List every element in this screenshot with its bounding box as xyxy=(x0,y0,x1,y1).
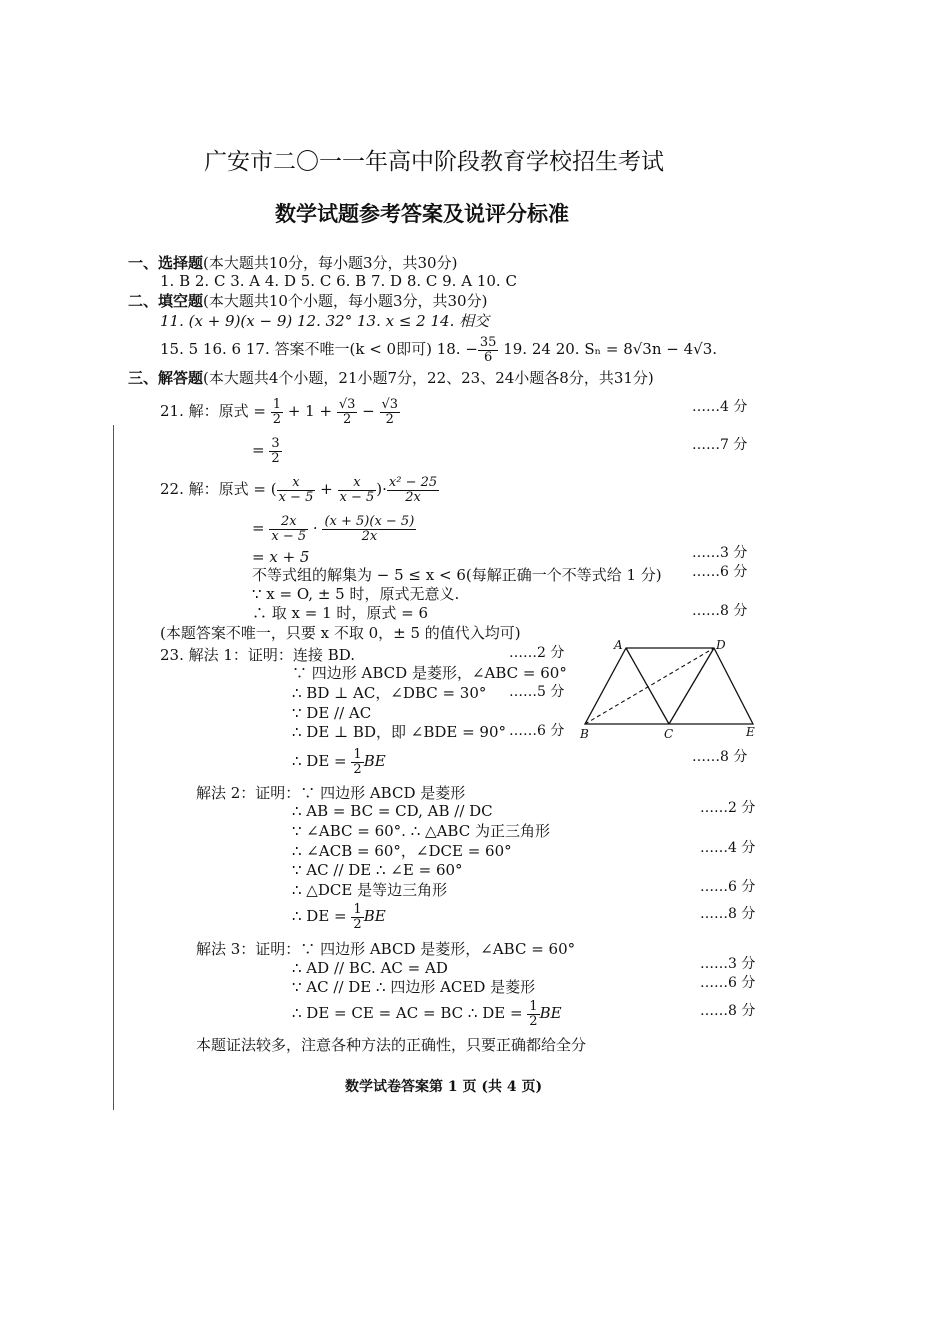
q21-frac3-den: 2 xyxy=(385,411,394,427)
q23-m2-score8: ……8 分 xyxy=(700,906,756,922)
page-title: 广安市二〇一一年高中阶段教育学校招生考试 xyxy=(204,149,664,174)
q22-line4: 不等式组的解集为 − 5 ≤ x < 6(每解正确一个不等式给 1 分) xyxy=(252,566,662,584)
q21-op: − xyxy=(362,402,375,420)
q23-m2-score4: ……4 分 xyxy=(700,840,756,856)
q22-note: (本题答案不唯一，只要 x 不取 0，± 5 的值代入均可) xyxy=(160,624,521,642)
q23-m1-head: 23. 解法 1：证明：连接 BD. xyxy=(160,646,355,664)
q21-frac1-num: 1 xyxy=(272,396,282,412)
section2-line xyxy=(128,292,487,310)
q23-m3-l4-post: BE xyxy=(539,1004,562,1022)
q23-m3-frac-num: 1 xyxy=(529,998,538,1014)
q21-frac2-den: 2 xyxy=(342,411,352,427)
q22-frac-a-num: x xyxy=(277,476,316,491)
q21-score1: ……4 分 xyxy=(692,399,748,415)
q21-eq: = xyxy=(252,441,265,459)
q21-frac3 xyxy=(380,398,401,427)
q23-m3-l4-pre: ∴ DE = CE = AC = BC ∴ DE = xyxy=(292,1004,523,1022)
q23-m2-l7-post: BE xyxy=(363,907,386,925)
q22-plus: + xyxy=(320,480,333,498)
q22-frac-b-num: x xyxy=(338,476,377,491)
q23-m2-line2: ∴ AB = BC = CD, AB // DC xyxy=(292,802,493,820)
q22-line6: ∴ 取 x = 1 时，原式 = 6 xyxy=(252,604,429,622)
q21-frac2-num: √3 xyxy=(338,396,356,412)
label-e: E xyxy=(746,725,755,739)
q22-frac-a xyxy=(277,476,316,505)
q23-m2-line7 xyxy=(292,898,386,934)
q23-m2-line4: ∴ ∠ACB = 60°，∠DCE = 60° xyxy=(292,842,512,860)
label-a: A xyxy=(614,638,623,652)
section3-line xyxy=(128,369,654,387)
q23-m2-line5: ∵ AC // DE ∴ ∠E = 60° xyxy=(292,861,463,879)
rhombus-figure xyxy=(572,636,772,746)
q21-frac4 xyxy=(269,437,281,466)
q23-m2-l7-pre: ∴ DE = xyxy=(292,907,347,925)
page-footer: 数学试卷答案第 1 页 (共 4 页) xyxy=(345,1079,543,1095)
q23-m3-frac-den: 2 xyxy=(529,1013,538,1029)
q21-line2 xyxy=(252,432,282,468)
q21-frac1 xyxy=(271,398,283,427)
q23-m1-score2: ……2 分 xyxy=(509,645,565,661)
q23-m1-score5: ……5 分 xyxy=(509,684,565,700)
q23-m3-frac xyxy=(527,1000,539,1029)
q21-frac4-den: 2 xyxy=(271,450,280,466)
section2-line2b: 19. 24 20. Sₙ = 8√3n − 4√3. xyxy=(498,340,718,358)
q23-m3-line3: ∵ AC // DE ∴ 四边形 ACED 是菱形 xyxy=(292,978,536,996)
q22-frac-e-num: (x + 5)(x − 5) xyxy=(324,513,415,529)
q23-m2-score6: ……6 分 xyxy=(700,879,756,895)
q23-m1-line3: ∴ BD ⊥ AC，∠DBC = 30° xyxy=(292,684,487,702)
q22-frac-e xyxy=(322,515,416,544)
q21-frac2 xyxy=(337,398,358,427)
q22-frac-b-den: x − 5 xyxy=(339,489,375,505)
q22-frac-c-den: 2x xyxy=(405,489,421,505)
q23-m1-score8: ……8 分 xyxy=(692,749,748,765)
q23-m1-l6-pre: ∴ DE = xyxy=(292,752,347,770)
q21-mid: + 1 + xyxy=(287,402,333,420)
figure-outline xyxy=(585,648,753,724)
q23-closing-note: 本题证法较多，注意各种方法的正确性，只要正确都给全分 xyxy=(196,1036,587,1054)
q18-fraction xyxy=(478,336,499,365)
q23-m3-line2: ∴ AD // BC. AC = AD xyxy=(292,959,448,977)
label-d: D xyxy=(716,638,726,652)
q22-line3: = x + 5 xyxy=(252,548,310,566)
q22-line1 xyxy=(160,470,439,508)
q23-m2-line6: ∴ △DCE 是等边三角形 xyxy=(292,881,448,899)
q22-line5: ∵ x = O, ± 5 时，原式无意义. xyxy=(252,585,460,603)
section2-note: (本大题共10个小题，每小题3分，共30分) xyxy=(203,292,488,310)
section1-line xyxy=(128,254,457,272)
q22-frac-a-den: x − 5 xyxy=(278,489,314,505)
q22-frac-e-den: 2x xyxy=(361,528,378,544)
section1-heading: 一、选择题 xyxy=(128,254,204,272)
section2-heading: 二、填空题 xyxy=(128,292,204,310)
section1-answers: 1. B 2. C 3. A 4. D 5. C 6. B 7. D 8. C 9. A 10. C xyxy=(160,272,517,290)
q23-m1-line2: ∵ 四边形 ABCD 是菱形，∠ABC = 60° xyxy=(292,664,567,682)
q18-den: 6 xyxy=(484,349,493,365)
q21-score2: ……7 分 xyxy=(692,437,748,453)
segment-ac xyxy=(626,648,669,724)
q23-m2-line3: ∵ ∠ABC = 60°. ∴ △ABC 为正三角形 xyxy=(292,822,550,840)
q22-dot: · xyxy=(312,519,318,537)
q22-frac-c xyxy=(387,476,439,505)
section2-line2 xyxy=(160,332,717,366)
q18-num: 35 xyxy=(479,334,497,350)
section3-note: (本大题共4个小题，21小题7分，22、23、24小题各8分，共31分) xyxy=(203,369,654,387)
label-c: C xyxy=(664,727,674,741)
section2-line2a: 15. 5 16. 6 17. 答案不唯一(k < 0即可) 18. − xyxy=(160,340,478,358)
q22-frac-b xyxy=(338,476,377,505)
q23-m2-frac-num: 1 xyxy=(353,901,362,917)
q23-m1-frac-num: 1 xyxy=(353,746,362,762)
q23-m2-frac xyxy=(351,903,363,932)
q23-m2-frac-den: 2 xyxy=(353,916,362,932)
q21-line1 xyxy=(160,393,400,429)
q22-close: )· xyxy=(376,480,387,498)
q22-prefix: 22. 解：原式 = ( xyxy=(160,480,277,498)
section1-note: (本大题共10分，每小题3分，共30分) xyxy=(203,254,458,272)
q22-score3: ……3 分 xyxy=(692,545,748,561)
label-b: B xyxy=(580,727,589,741)
margin-line xyxy=(113,425,114,1110)
q23-m2-score2: ……2 分 xyxy=(700,800,756,816)
section2-line1: 11. (x + 9)(x − 9) 12. 32° 13. x ≤ 2 14. 相交 xyxy=(160,312,490,330)
q23-m1-frac xyxy=(351,748,363,777)
q23-m3-score6: ……6 分 xyxy=(700,975,756,991)
q22-score8: ……8 分 xyxy=(692,603,748,619)
segment-dc xyxy=(669,648,714,724)
q21-prefix: 21. 解：原式 = xyxy=(160,402,266,420)
section3-heading: 三、解答题 xyxy=(128,369,204,387)
page-subtitle: 数学试题参考答案及说评分标准 xyxy=(275,201,569,226)
q21-frac4-num: 3 xyxy=(271,435,280,451)
q23-m1-score6: ……6 分 xyxy=(509,723,565,739)
q21-frac3-num: √3 xyxy=(381,396,399,412)
q22-eq: = xyxy=(252,519,265,537)
q22-frac-d xyxy=(269,515,308,544)
q23-m2-head: 解法 2：证明：∵ 四边形 ABCD 是菱形 xyxy=(196,784,466,802)
q22-frac-d-num: 2x xyxy=(269,515,308,530)
q23-m3-score8: ……8 分 xyxy=(700,1003,756,1019)
q22-line2 xyxy=(252,510,416,546)
q23-m3-line4 xyxy=(292,995,562,1031)
q23-m1-line5: ∴ DE ⊥ BD，即 ∠BDE = 90° xyxy=(292,723,507,741)
q23-m3-score3: ……3 分 xyxy=(700,956,756,972)
q23-m1-frac-den: 2 xyxy=(353,761,362,777)
q23-m1-line6 xyxy=(292,743,386,779)
q22-frac-d-den: x − 5 xyxy=(271,528,307,544)
segment-bd-dashed xyxy=(585,648,714,724)
q23-m1-l6-post: BE xyxy=(363,752,386,770)
q23-m1-line4: ∵ DE // AC xyxy=(292,704,372,722)
q22-score6: ……6 分 xyxy=(692,564,748,580)
q21-frac1-den: 2 xyxy=(272,411,282,427)
q22-frac-c-num: x² − 25 xyxy=(388,474,438,490)
q23-m3-head: 解法 3：证明：∵ 四边形 ABCD 是菱形，∠ABC = 60° xyxy=(196,940,576,958)
